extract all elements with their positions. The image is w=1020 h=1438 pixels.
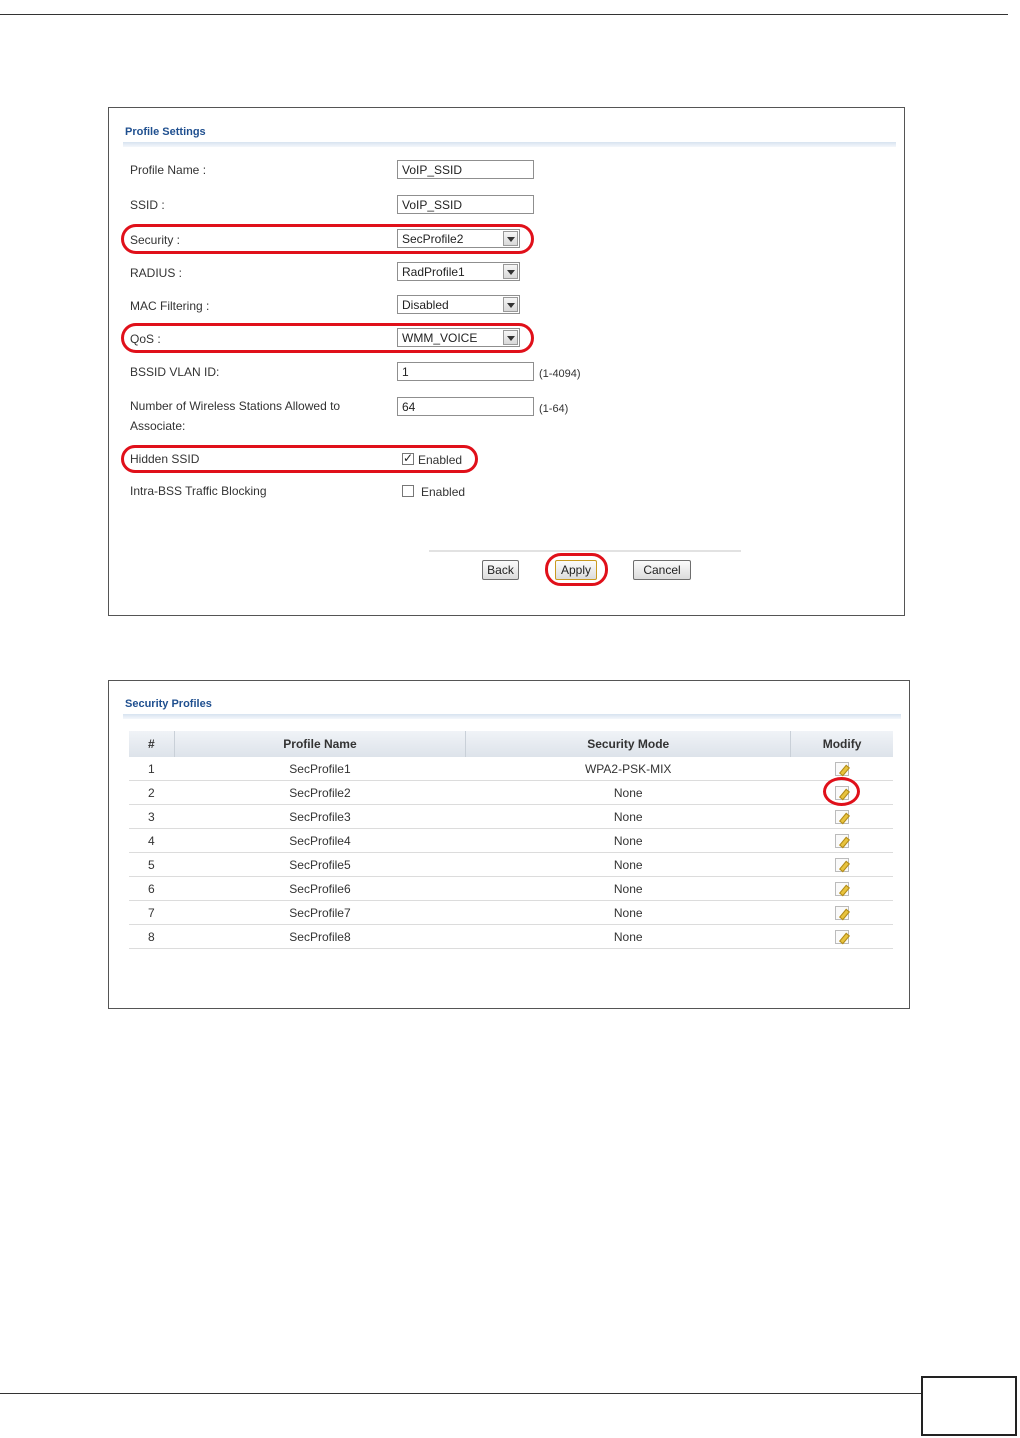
- button-separator: [429, 550, 741, 552]
- bottom-rule: [0, 1393, 921, 1394]
- radius-select[interactable]: [397, 262, 520, 281]
- pencil-icon[interactable]: [835, 906, 849, 920]
- num-stations-range: (1-64): [539, 403, 569, 415]
- intra-bss-checkbox[interactable]: [402, 485, 414, 497]
- table-row: [129, 901, 893, 925]
- row-profile-name: SecProfile5: [174, 853, 466, 877]
- row-profile-name: SecProfile8: [174, 925, 466, 949]
- row-profile-name: SecProfile7: [174, 901, 466, 925]
- row-index: 1: [129, 757, 174, 781]
- table-header-row: [129, 731, 893, 757]
- profile-settings-panel: [108, 107, 905, 616]
- chevron-down-icon[interactable]: [503, 330, 518, 345]
- column-header-modify[interactable]: Modify: [791, 731, 893, 757]
- qos-label: QoS :: [130, 332, 161, 346]
- bssid-vlan-range: (1-4094): [539, 368, 581, 380]
- cancel-button[interactable]: Cancel: [633, 560, 691, 580]
- bssid-vlan-label: BSSID VLAN ID:: [130, 365, 220, 379]
- hidden-ssid-label: Hidden SSID: [130, 452, 200, 466]
- apply-button[interactable]: Apply: [555, 560, 597, 580]
- chevron-down-icon[interactable]: [503, 297, 518, 312]
- table-row: [129, 829, 893, 853]
- pencil-icon[interactable]: [835, 930, 849, 944]
- row-index: 5: [129, 853, 174, 877]
- hidden-ssid-checkbox[interactable]: [402, 453, 414, 465]
- row-modify: [791, 829, 893, 853]
- column-header-index[interactable]: #: [129, 731, 174, 757]
- back-button[interactable]: Back: [482, 560, 519, 580]
- title-separator: [123, 142, 896, 147]
- row-index: 3: [129, 805, 174, 829]
- qos-select[interactable]: [397, 328, 520, 347]
- ssid-input[interactable]: VoIP_SSID: [397, 195, 534, 214]
- row-security-mode: None: [466, 805, 791, 829]
- profile-settings-title: Profile Settings: [125, 126, 206, 138]
- security-profiles-table: [129, 731, 893, 949]
- column-header-security-mode[interactable]: Security Mode: [466, 731, 791, 757]
- title-separator: [123, 714, 901, 719]
- row-modify: [791, 925, 893, 949]
- pencil-icon[interactable]: [835, 858, 849, 872]
- row-security-mode: None: [466, 781, 791, 805]
- pencil-icon[interactable]: [835, 834, 849, 848]
- row-security-mode: None: [466, 877, 791, 901]
- row-security-mode: None: [466, 829, 791, 853]
- top-rule: [0, 14, 1008, 15]
- bssid-vlan-input[interactable]: 1: [397, 362, 534, 381]
- security-profiles-panel: [108, 680, 910, 1009]
- intra-bss-label: Intra-BSS Traffic Blocking: [130, 484, 267, 498]
- security-profiles-title: Security Profiles: [125, 698, 212, 710]
- table-row: [129, 925, 893, 949]
- chevron-down-icon[interactable]: [503, 264, 518, 279]
- row-index: 8: [129, 925, 174, 949]
- pencil-icon[interactable]: [835, 810, 849, 824]
- row-index: 2: [129, 781, 174, 805]
- ssid-label: SSID :: [130, 198, 165, 212]
- table-row: [129, 853, 893, 877]
- row-index: 7: [129, 901, 174, 925]
- num-stations-input[interactable]: 64: [397, 397, 534, 416]
- column-header-profile-name[interactable]: Profile Name: [174, 731, 466, 757]
- mac-filtering-label: MAC Filtering :: [130, 299, 210, 313]
- row-security-mode: None: [466, 901, 791, 925]
- hidden-ssid-enabled-label: Enabled: [418, 453, 463, 467]
- num-stations-label-line2: Associate:: [130, 419, 186, 433]
- mac-filtering-select[interactable]: [397, 295, 520, 314]
- profile-name-input[interactable]: VoIP_SSID: [397, 160, 534, 179]
- row-security-mode: WPA2-PSK-MIX: [466, 757, 791, 781]
- row-profile-name: SecProfile4: [174, 829, 466, 853]
- page-number-box: [921, 1376, 1017, 1436]
- security-label: Security :: [130, 233, 181, 247]
- row-index: 4: [129, 829, 174, 853]
- row-modify: [791, 805, 893, 829]
- table-row: [129, 805, 893, 829]
- pencil-icon[interactable]: [835, 882, 849, 896]
- radius-select-value: RadProfile1: [402, 265, 465, 279]
- row-profile-name: SecProfile1: [174, 757, 466, 781]
- row-modify: [791, 901, 893, 925]
- pencil-icon[interactable]: [835, 786, 849, 800]
- table-row: [129, 781, 893, 805]
- security-select-value: SecProfile2: [402, 232, 464, 246]
- chevron-down-icon[interactable]: [503, 231, 518, 246]
- table-row: [129, 757, 893, 781]
- row-security-mode: None: [466, 853, 791, 877]
- row-profile-name: SecProfile3: [174, 805, 466, 829]
- profile-name-label: Profile Name :: [130, 163, 207, 177]
- security-select[interactable]: [397, 229, 520, 248]
- intra-bss-enabled-label: Enabled: [421, 485, 466, 499]
- row-modify: [791, 853, 893, 877]
- row-profile-name: SecProfile2: [174, 781, 466, 805]
- table-row: [129, 877, 893, 901]
- qos-select-value: WMM_VOICE: [402, 331, 478, 345]
- row-modify: [791, 757, 893, 781]
- radius-label: RADIUS :: [130, 266, 183, 280]
- row-security-mode: None: [466, 925, 791, 949]
- row-modify: [791, 877, 893, 901]
- row-modify: [791, 781, 893, 805]
- pencil-icon[interactable]: [835, 762, 849, 776]
- mac-filtering-select-value: Disabled: [402, 298, 449, 312]
- num-stations-label-line1: Number of Wireless Stations Allowed to: [130, 399, 341, 413]
- row-profile-name: SecProfile6: [174, 877, 466, 901]
- row-index: 6: [129, 877, 174, 901]
